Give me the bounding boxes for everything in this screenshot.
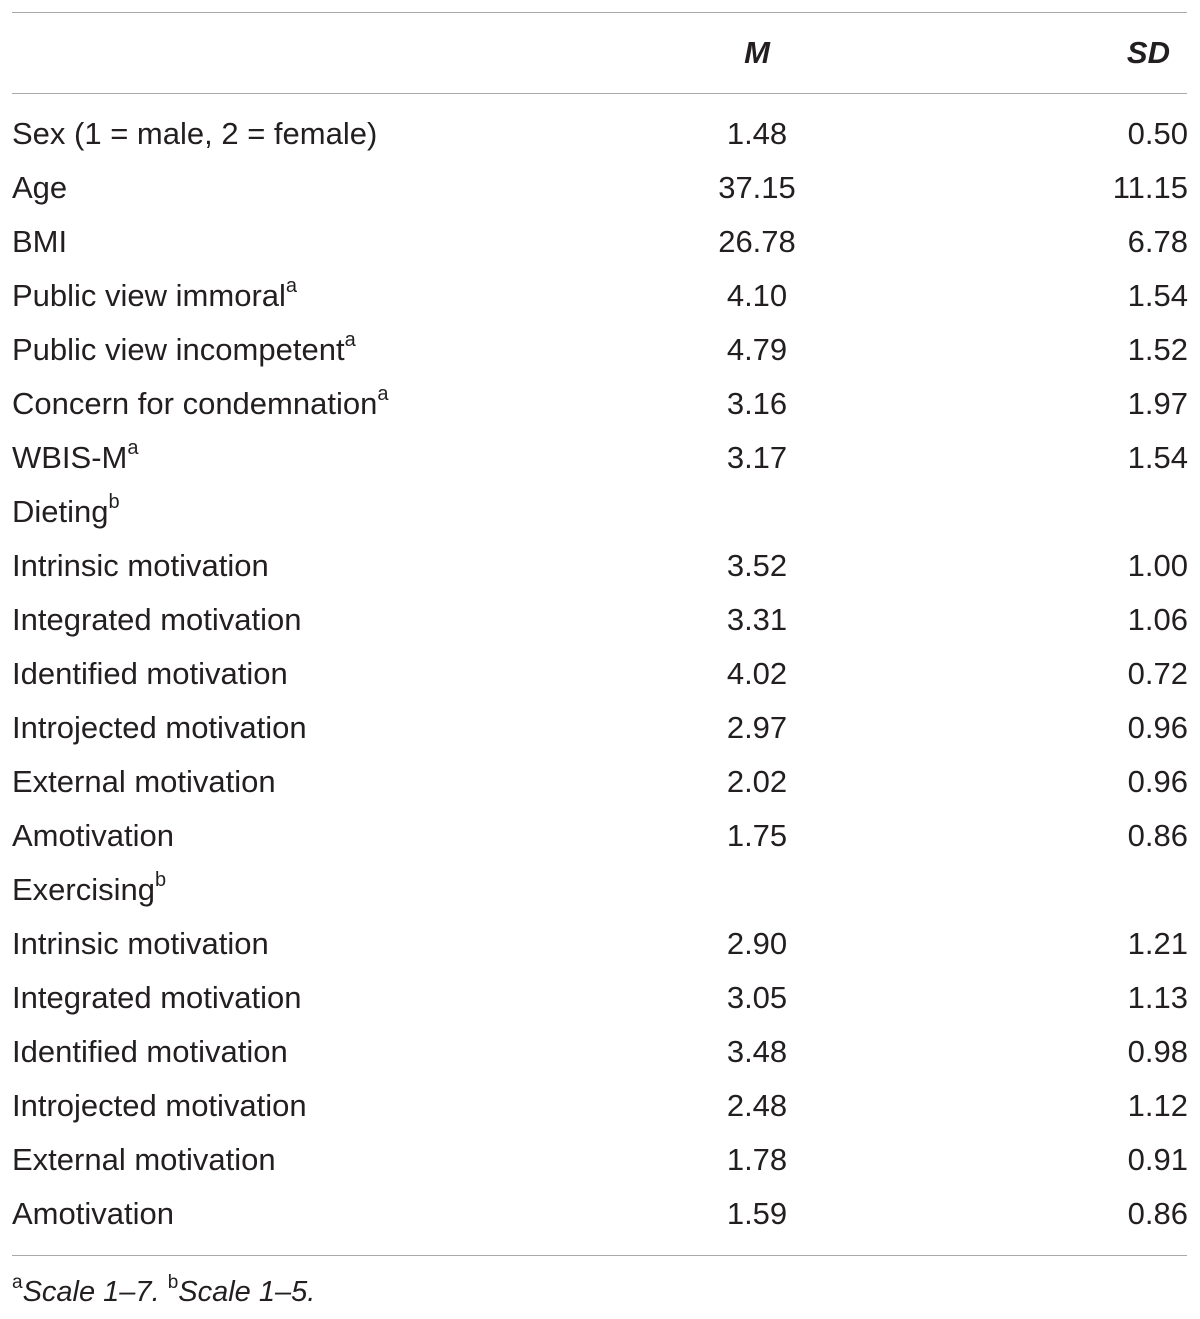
row-label-text: External motivation	[12, 764, 276, 799]
cell-m-value: 2.02	[726, 764, 788, 799]
table-row	[0, 1025, 1200, 1079]
cell-m-value: 3.31	[726, 602, 788, 637]
row-label-text: External motivation	[12, 1142, 276, 1177]
row-label	[12, 161, 67, 215]
cell-m-value: 3.05	[726, 980, 788, 1015]
table-bottom-rule	[12, 1255, 1187, 1256]
cell-sd-value: 1.06	[1127, 602, 1188, 637]
table-row	[0, 485, 1200, 539]
table-row	[0, 917, 1200, 971]
table-header-row	[0, 26, 1200, 80]
table-row	[0, 701, 1200, 755]
cell-sd-value: 1.00	[1127, 548, 1188, 583]
row-label	[12, 647, 288, 701]
row-label	[12, 971, 302, 1025]
table-row	[0, 971, 1200, 1025]
footnote-text-a: Scale 1–7.	[22, 1276, 160, 1308]
row-label-superscript: a	[344, 328, 356, 351]
row-label-superscript: a	[285, 274, 298, 297]
cell-m-value: 2.90	[726, 926, 788, 961]
row-label-text: Sex (1 = male, 2 = female)	[12, 116, 378, 151]
cell-m-value: 2.48	[726, 1088, 788, 1123]
row-label	[12, 269, 297, 323]
cell-m-value: 1.59	[726, 1196, 788, 1231]
row-label-text: Age	[12, 170, 68, 205]
table-row	[0, 215, 1200, 269]
cell-m-value: 1.75	[726, 818, 788, 853]
row-label-text: Public view immoral	[12, 278, 286, 313]
table-row	[0, 1187, 1200, 1241]
table-row	[0, 323, 1200, 377]
table-row	[0, 863, 1200, 917]
row-label-text: Amotivation	[12, 818, 174, 853]
cell-m-value: 3.16	[726, 386, 788, 421]
cell-sd-value: 1.52	[1127, 332, 1188, 367]
row-label-text: Introjected motivation	[12, 1088, 307, 1123]
footnote-mark-b: b	[167, 1272, 179, 1294]
cell-m-value: 4.02	[726, 656, 788, 691]
cell-sd-value: 1.54	[1127, 278, 1188, 313]
row-label-superscript: a	[377, 382, 389, 405]
table-row	[0, 647, 1200, 701]
cell-m-value: 4.79	[726, 332, 788, 367]
row-label-text: Introjected motivation	[12, 710, 307, 745]
table-row	[0, 593, 1200, 647]
row-label-text: Amotivation	[12, 1196, 174, 1231]
cell-m-value: 2.97	[726, 710, 788, 745]
table-row	[0, 161, 1200, 215]
table-top-rule	[12, 12, 1187, 13]
row-label	[12, 323, 356, 377]
row-label	[12, 1079, 307, 1133]
row-label	[12, 485, 120, 539]
table-row	[0, 755, 1200, 809]
row-label	[12, 593, 302, 647]
row-label	[12, 701, 307, 755]
cell-m-value: 3.48	[726, 1034, 788, 1069]
table-header-rule	[12, 93, 1187, 94]
row-label-text: Dieting	[12, 494, 109, 529]
cell-m-value: 3.17	[726, 440, 788, 475]
row-label-text: Intrinsic motivation	[12, 548, 269, 583]
footnote-text-b: Scale 1–5.	[178, 1276, 316, 1308]
row-label	[12, 809, 174, 863]
row-label-superscript: b	[108, 490, 120, 513]
row-label-text: Concern for condemnation	[12, 386, 378, 421]
cell-sd-value: 1.54	[1127, 440, 1188, 475]
row-label-text: Integrated motivation	[12, 602, 302, 637]
cell-sd-value: 1.97	[1127, 386, 1188, 421]
column-header-sd: SD	[1126, 35, 1170, 70]
cell-m-value: 1.48	[726, 116, 788, 151]
row-label-text: Exercising	[12, 872, 155, 907]
cell-sd-value: 0.96	[1127, 710, 1188, 745]
cell-m-value: 26.78	[718, 224, 796, 259]
cell-sd-value: 0.96	[1127, 764, 1188, 799]
table-row	[0, 269, 1200, 323]
row-label-superscript: b	[155, 868, 167, 891]
row-label	[12, 539, 269, 593]
cell-sd-value: 0.98	[1127, 1034, 1188, 1069]
row-label	[12, 1133, 276, 1187]
table-row	[0, 1079, 1200, 1133]
cell-sd-value: 0.50	[1127, 116, 1188, 151]
table-footnote	[12, 1270, 315, 1314]
row-label	[12, 107, 377, 161]
row-label-text: BMI	[12, 224, 68, 259]
cell-sd-value: 1.13	[1127, 980, 1188, 1015]
row-label-text: Intrinsic motivation	[12, 926, 269, 961]
cell-m-value: 3.52	[726, 548, 788, 583]
cell-sd-value: 0.86	[1127, 1196, 1188, 1231]
row-label-superscript: a	[127, 436, 139, 459]
table-row	[0, 377, 1200, 431]
column-header-m: M	[744, 35, 770, 70]
row-label-text: Integrated motivation	[12, 980, 302, 1015]
cell-m-value: 1.78	[726, 1142, 788, 1177]
cell-sd-value: 6.78	[1127, 224, 1188, 259]
table-row	[0, 809, 1200, 863]
footnote-mark-a: a	[12, 1272, 23, 1294]
cell-m-value: 4.10	[726, 278, 788, 313]
row-label	[12, 431, 139, 485]
table-row	[0, 431, 1200, 485]
cell-sd-value: 0.86	[1127, 818, 1188, 853]
cell-sd-value: 0.91	[1127, 1142, 1188, 1177]
row-label-text: WBIS-M	[12, 440, 128, 475]
table-row	[0, 1133, 1200, 1187]
cell-sd-value: 0.72	[1127, 656, 1188, 691]
row-label	[12, 1025, 288, 1079]
table-body	[0, 107, 1200, 1241]
row-label-text: Identified motivation	[12, 656, 288, 691]
row-label	[12, 917, 269, 971]
row-label	[12, 215, 67, 269]
cell-m-value: 37.15	[718, 170, 796, 205]
row-label	[12, 755, 276, 809]
table-row	[0, 107, 1200, 161]
row-label-text: Public view incompetent	[12, 332, 345, 367]
row-label	[12, 377, 388, 431]
cell-sd-value: 11.15	[1112, 170, 1188, 205]
cell-sd-value: 1.21	[1127, 926, 1188, 961]
cell-sd-value: 1.12	[1127, 1088, 1188, 1123]
row-label	[12, 863, 166, 917]
row-label-text: Identified motivation	[12, 1034, 288, 1069]
row-label	[12, 1187, 174, 1241]
table-row	[0, 539, 1200, 593]
